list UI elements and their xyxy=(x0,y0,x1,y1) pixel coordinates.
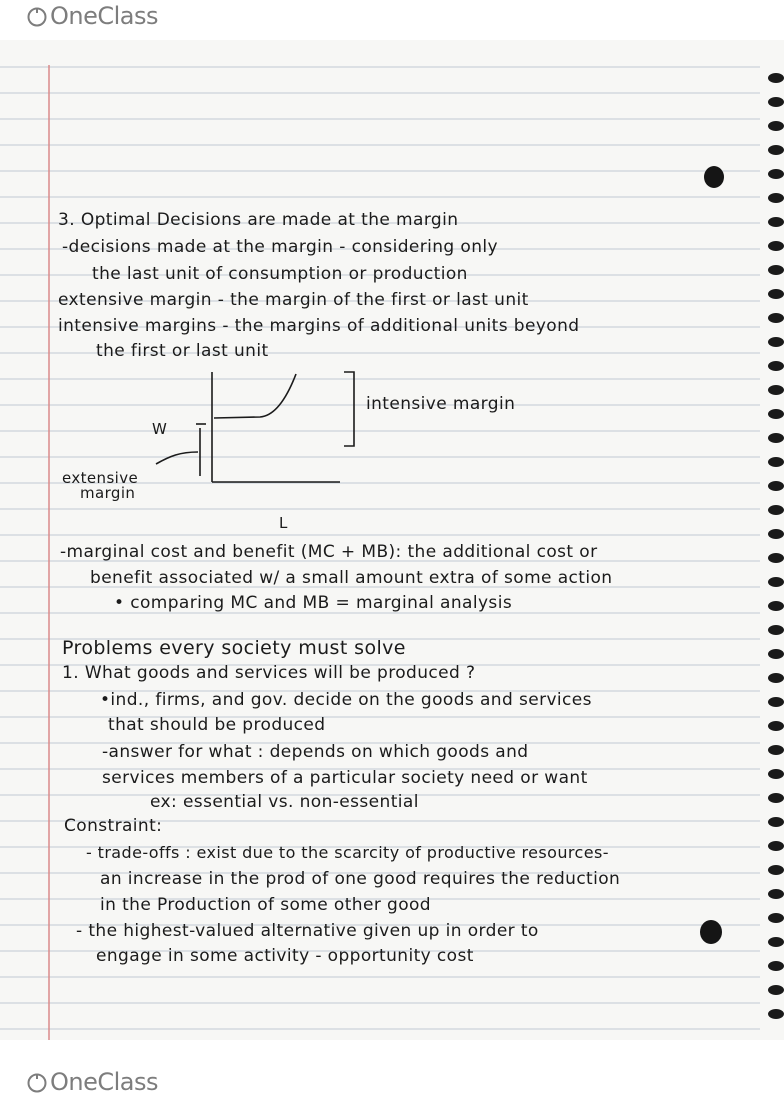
problem-line-7: Constraint: xyxy=(64,816,163,836)
problems-heading: Problems every society must solve xyxy=(62,637,406,659)
graph-curve xyxy=(214,374,296,418)
problem-line-9: an increase in the prod of one good requires the reduction xyxy=(100,869,621,889)
l-label: L xyxy=(279,514,288,532)
extensive-label-2: margin xyxy=(80,484,136,502)
oneclass-logo-top xyxy=(26,2,158,30)
problem-line-2: •ind., firms, and gov. decide on the goods and services xyxy=(100,690,592,710)
problem-line-3: that should be produced xyxy=(108,715,326,735)
oneclass-logo-bottom xyxy=(26,1068,158,1096)
note-line-5: intensive margins - the margins of additional units beyond xyxy=(58,316,580,336)
notebook-page xyxy=(0,40,784,1040)
oneclass-logo-icon xyxy=(26,1071,48,1093)
brand-name: OneClass xyxy=(50,1068,159,1096)
problem-line-8: - trade-offs : exist due to the scarcity of productive resources- xyxy=(86,843,609,862)
brand-name: OneClass xyxy=(50,2,159,30)
intensive-margin-label: intensive margin xyxy=(366,394,516,414)
problem-line-12: engage in some activity - opportunity cost xyxy=(96,946,474,966)
problem-line-4: -answer for what : depends on which goods and xyxy=(102,742,529,762)
intensive-bracket xyxy=(344,372,354,446)
problem-line-10: in the Production of some other good xyxy=(100,895,431,915)
w-label: W xyxy=(152,420,168,438)
note-line-2: -decisions made at the margin - considering only xyxy=(62,237,498,257)
mc-mb-line-1: -marginal cost and benefit (MC + MB): the additional cost or xyxy=(60,542,598,562)
mc-mb-line-3: • comparing MC and MB = marginal analysis xyxy=(114,593,513,613)
mc-mb-line-2: benefit associated w/ a small amount extra of some action xyxy=(90,568,613,588)
note-line-6: the first or last unit xyxy=(96,341,269,361)
extensive-label-1: extensive xyxy=(62,469,139,487)
note-line-4: extensive margin - the margin of the first or last unit xyxy=(58,290,529,310)
note-line-1: 3. Optimal Decisions are made at the margin xyxy=(58,210,459,230)
note-line-3: the last unit of consumption or production xyxy=(92,264,468,284)
oneclass-logo-icon xyxy=(26,5,48,27)
problem-line-5: services members of a particular society need or want xyxy=(102,768,588,788)
problem-line-1: 1. What goods and services will be produced ? xyxy=(62,663,476,683)
graph-extensive-curve xyxy=(156,452,198,464)
problem-line-6: ex: essential vs. non-essential xyxy=(150,792,419,812)
margin-graph xyxy=(0,40,784,1040)
problem-line-11: - the highest-valued alternative given up in order to xyxy=(76,921,539,941)
